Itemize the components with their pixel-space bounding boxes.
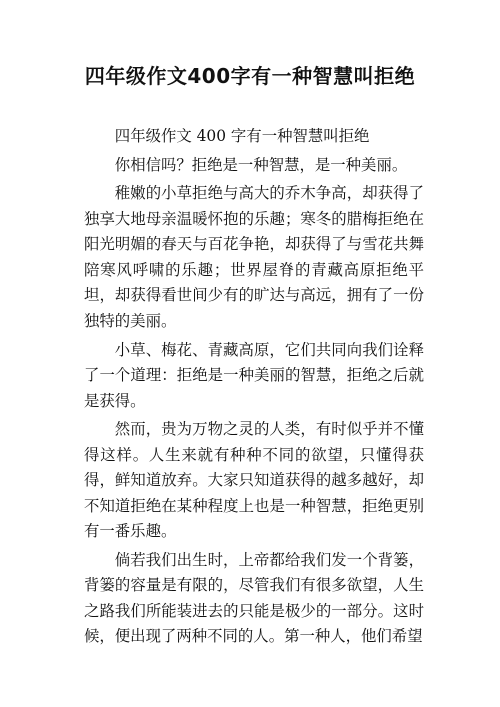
article-body (84, 124, 424, 653)
article-subtitle-paragraph: 四年级作文 400 字有一种智慧叫拒绝 (114, 127, 370, 145)
article-paragraph: 稚嫩的小草拒绝与高大的乔木争高，却获得了独享大地母亲温暖怀抱的乐趣；寒冬的腊梅拒绝在阳光明媚的春天与百花争艳，却获得了与雪花共舞陪寒风呼啸的乐趣；世界屋脊的青藏高原拒绝平坦，却获得看世间少有的旷达与高远，拥有了一份独特的美丽。 (84, 184, 424, 330)
article-paragraph: 小草、梅花、青藏高原，它们共同向我们诠释了一个道理：拒绝是一种美丽的智慧，拒绝之后就是获得。 (84, 340, 424, 410)
article-paragraph: 你相信吗？拒绝是一种智慧，是一种美丽。 (114, 155, 408, 174)
article-paragraph: 倘若我们出生时，上帝都给我们发一个背篓，背篓的容量是有限的，尽管我们有很多欲望，人生之路我们所能装进去的只能是极少的一部分。这时候，便出现了两种不同的人。第一种人，他们希望 (84, 550, 424, 646)
article-paragraph: 然而，贵为万物之灵的人类，有时似乎并不懂得这样。人生来就有种种不同的欲望，只懂得获得，鲜知道放弃。大家只知道获得的越多越好，却不知道拒绝在某种程度上也是一种智慧，拒绝更别有一番乐趣。 (84, 420, 424, 541)
document-title: 四年级作文400字有一种智慧叫拒绝 (84, 64, 416, 88)
